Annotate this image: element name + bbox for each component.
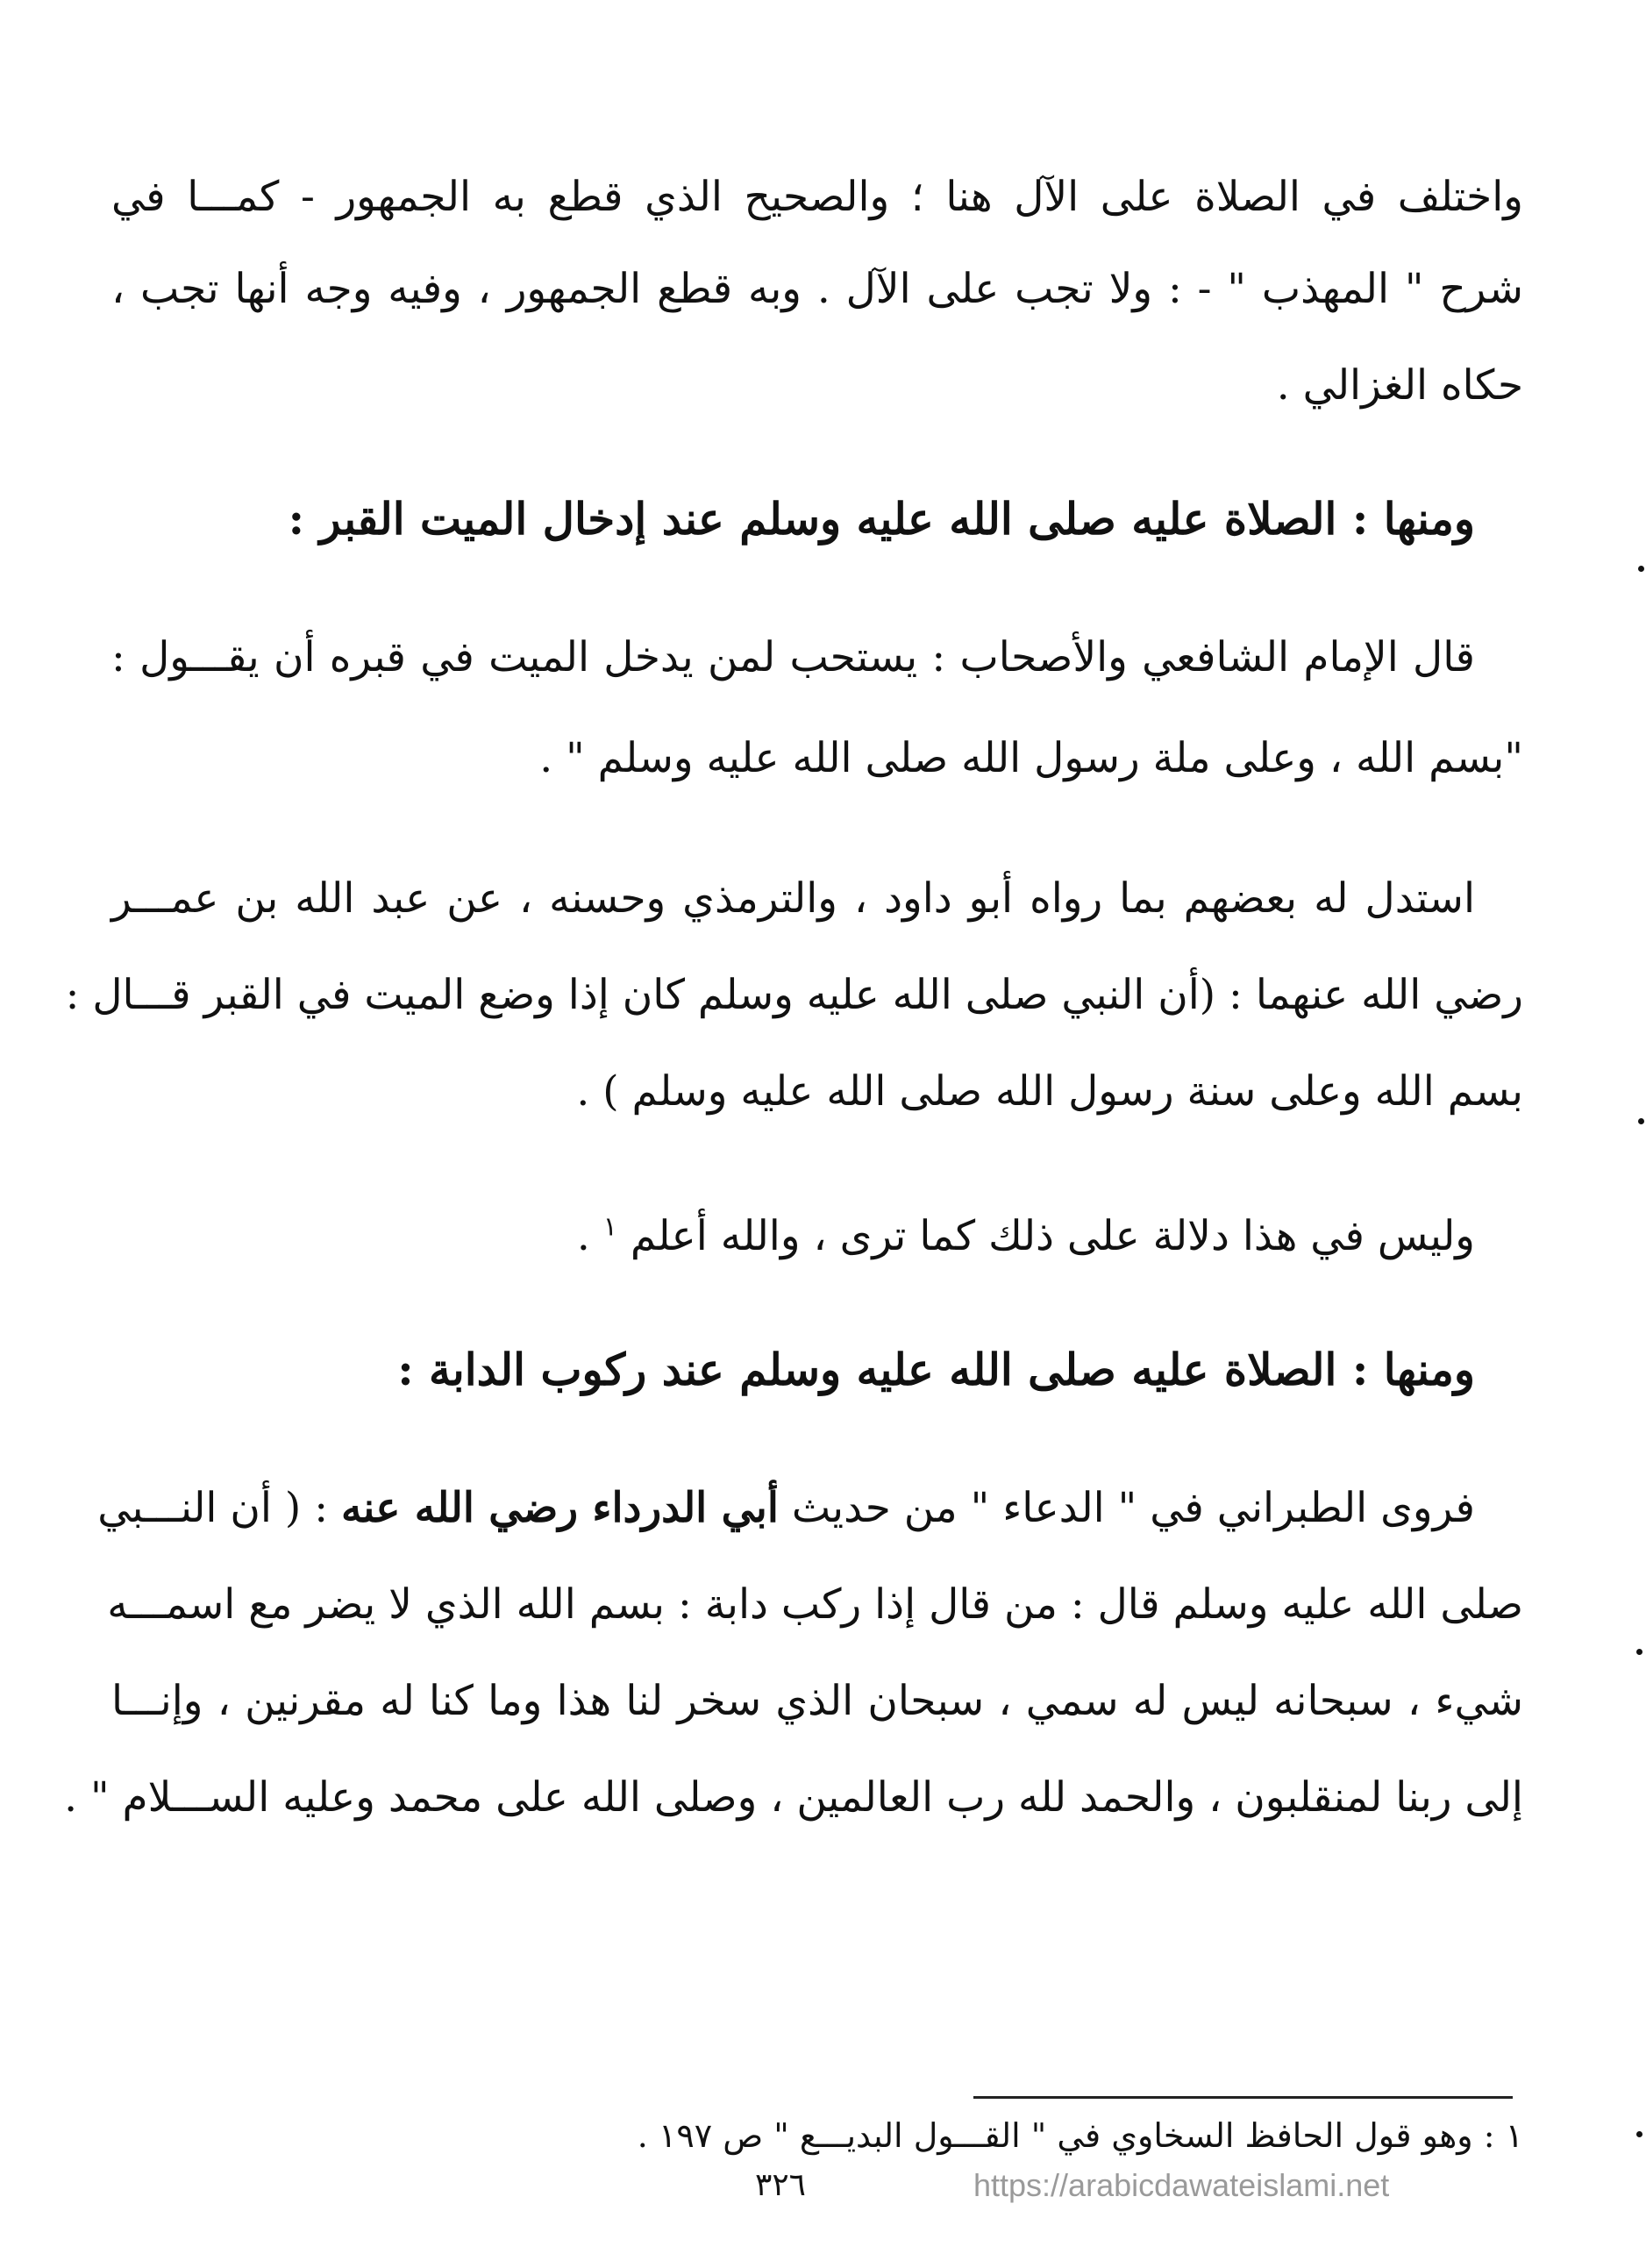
paragraph-5-line-2: صلى الله عليه وسلم قال : من قال إذا ركب دابة : بسم الله الذي لا يضر مع اسمـــه [107, 1580, 1523, 1629]
footnote-divider [973, 2096, 1513, 2099]
scan-speck [1636, 1649, 1642, 1655]
section-heading-2: ومنها : الصلاة عليه صلى الله عليه وسلم عند ركوب الدابة : [397, 1344, 1475, 1395]
paragraph-2-line-2: "بسم الله ، وعلى ملة رسول الله صلى الله عليه وسلم " . [539, 734, 1523, 782]
paragraph-3-line-1: استدل له بعضهم بما رواه أبو داود ، والترمذي وحسنه ، عن عبد الله بن عمـــر [111, 874, 1475, 923]
paragraph-1-line-1: واختلف في الصلاة على الآل هنا ؛ والصحيح الذي قطع به الجمهور - كمـــا في [111, 173, 1523, 221]
paragraph-4 [577, 1210, 1475, 1263]
paragraph-5-line-1-part-c: : ( أن النـــبي [97, 1484, 341, 1532]
paragraph-4-text: وليس في هذا دلالة على ذلك كما ترى ، والله أعلم [630, 1212, 1475, 1260]
paragraph-3-line-2: رضي الله عنهما : (أن النبي صلى الله عليه وسلم كان إذا وضع الميت في القبر قـــال : [65, 971, 1523, 1019]
paragraph-5-line-4: إلى ربنا لمنقلبون ، والحمد لله رب العالمين ، وصلى الله على محمد وعليه الســـلام " . [64, 1773, 1523, 1822]
scan-speck [1636, 2131, 1642, 2137]
paragraph-3-line-3: بسم الله وعلى سنة رسول الله صلى الله عليه وسلم ) . [576, 1067, 1523, 1116]
page-number: ٣٢٦ [754, 2167, 806, 2203]
paragraph-5-line-3: شيء ، سبحانه ليس له سمي ، سبحان الذي سخر لنا هذا وما كنا له مقرنين ، وإنـــا [111, 1677, 1523, 1725]
section-heading-1: ومنها : الصلاة عليه صلى الله عليه وسلم عند إدخال الميت القبر : [288, 493, 1475, 545]
footnote-reference: ١ [602, 1211, 617, 1243]
paragraph-2-line-1: قال الإمام الشافعي والأصحاب : يستحب لمن يدخل الميت في قبره أن يقـــول : [111, 633, 1475, 681]
paragraph-1-line-3: حكاه الغزالي . [1276, 361, 1523, 410]
scan-speck [1638, 566, 1644, 572]
narrator-name: أبي الدرداء رضي الله عنه [340, 1484, 779, 1532]
paragraph-5-line-1-part-a: فروى الطبراني في " الدعاء " من حديث [778, 1484, 1475, 1532]
paragraph-1-line-2: شرح " المهذب " - : ولا تجب على الآل . وبه قطع الجمهور ، وفيه وجه أنها تجب ، [111, 265, 1523, 313]
scan-speck [1638, 1118, 1644, 1124]
watermark-url: https://arabicdawateislami.net [973, 2167, 1390, 2203]
footnote: ١ : وهو قول الحافظ السخاوي في " القـــول البديـــع " ص ١٩٧ . [637, 2116, 1523, 2155]
paragraph-4-end: . [576, 1212, 590, 1260]
paragraph-5-line-1 [97, 1482, 1475, 1535]
